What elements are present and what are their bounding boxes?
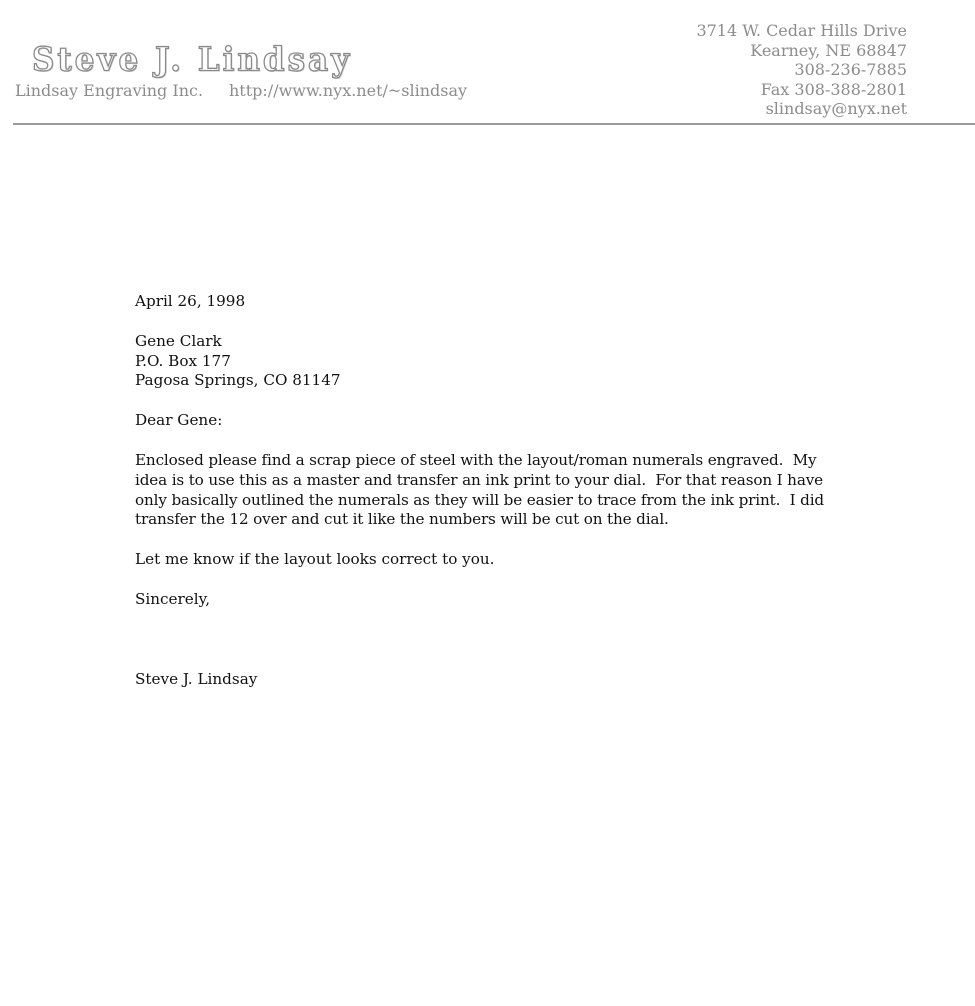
recipient-address-line-1: P.O. Box 177 [135, 351, 231, 370]
letterhead-name-logo: Steve J. Lindsay [32, 41, 353, 79]
email-address: slindsay@nyx.net [765, 99, 907, 119]
letterhead [0, 0, 975, 126]
fax-number: Fax 308-388-2801 [760, 79, 907, 99]
website-url: http://www.nyx.net/~slindsay [229, 81, 468, 100]
company-name: Lindsay Engraving Inc. [15, 81, 204, 100]
phone-number: 308-236-7885 [794, 60, 907, 80]
paragraph-1: Enclosed please find a scrap piece of steel with the layout/roman numerals engraved. My idea is to use this as a master and transfer an ink print to your dial. For that reason I have only basically outlined the numerals as they will be easier to trace from the ink print. I did transfer the 12 over and cut it like the numbers will be cut on the dial. [135, 450, 829, 529]
recipient-name: Gene Clark [135, 331, 222, 350]
salutation: Dear Gene: [135, 411, 223, 430]
closing: Sincerely, [135, 589, 211, 608]
contact-block [696, 21, 907, 119]
letterhead-divider [13, 123, 975, 125]
signature-name: Steve J. Lindsay [135, 669, 258, 688]
paragraph-2: Let me know if the layout looks correct to you. [135, 550, 495, 569]
letter-date: April 26, 1998 [135, 292, 246, 310]
address-line-1: 3714 W. Cedar Hills Drive [696, 21, 907, 40]
recipient-address-line-2: Pagosa Springs, CO 81147 [135, 371, 341, 390]
letter-body [135, 292, 855, 710]
address-line-2: Kearney, NE 68847 [750, 40, 907, 60]
recipient-address [135, 332, 855, 391]
signature-space [135, 630, 855, 670]
